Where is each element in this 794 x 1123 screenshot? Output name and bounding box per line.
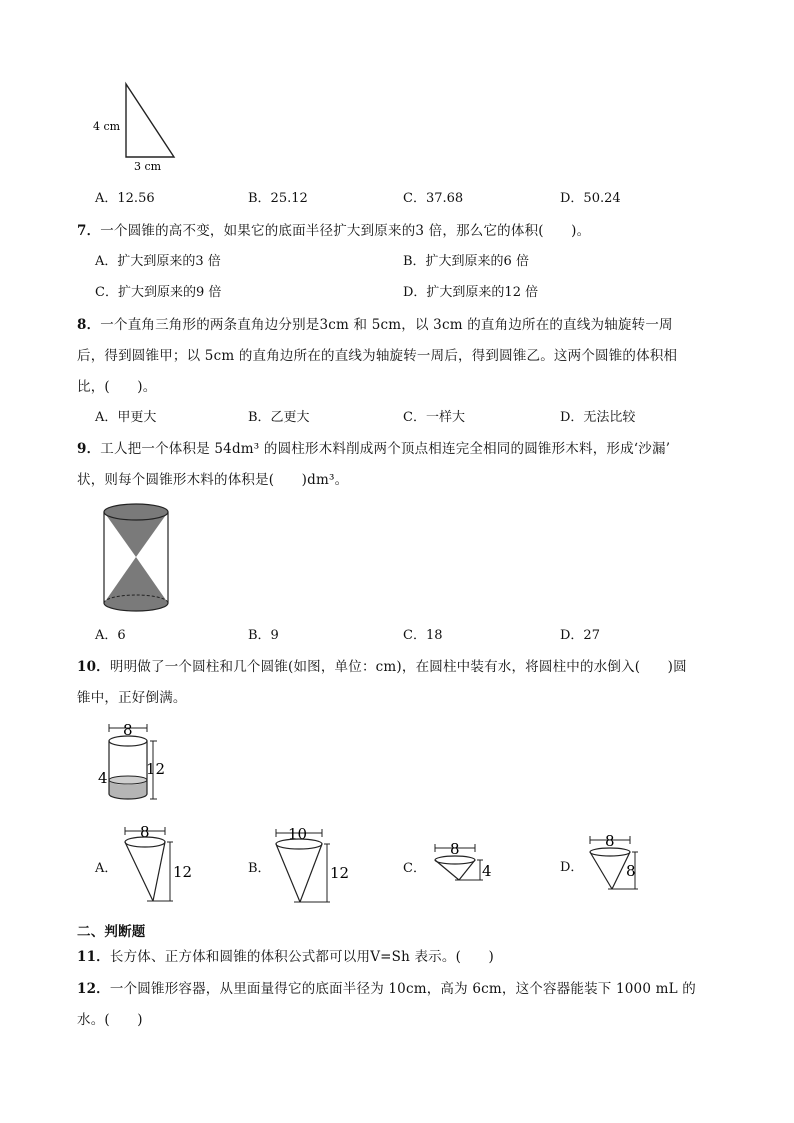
q7-option-c[interactable]: C．扩大到原来的9 倍: [95, 285, 222, 300]
q8-option-d[interactable]: D．无法比较: [560, 410, 636, 425]
svg-text:8: 8: [626, 862, 636, 880]
q7-option-d[interactable]: D．扩大到原来的12 倍: [403, 285, 539, 300]
height-label: 4 cm: [93, 120, 121, 133]
q6-option-c[interactable]: C．37.68: [403, 191, 464, 206]
question-9: [77, 437, 670, 457]
q9-option-d[interactable]: D．27: [560, 628, 600, 643]
question-number: 9．: [77, 441, 101, 457]
question-7: [77, 219, 590, 239]
cone-a-figure: [117, 823, 197, 907]
cone-c-figure: [431, 840, 501, 890]
option-letter: A．: [95, 861, 118, 876]
q7-option-a[interactable]: A．扩大到原来的3 倍: [95, 254, 221, 269]
question-12: [77, 977, 696, 997]
option-letter: C．: [403, 861, 426, 876]
question-text-line-1: 明明做了一个圆柱和几个圆锥(如图，单位：cm)，在圆柱中装有水，将圆柱中的水倒入( )圆: [109, 659, 687, 675]
q6-option-d[interactable]: D．50.24: [560, 191, 621, 206]
question-text: 长方体、正方体和圆锥的体积公式都可以用V=Sh 表示。( ): [109, 949, 494, 965]
question-text-line-1: 一个圆锥形容器，从里面量得它的底面半径为 10cm，高为 6cm，这个容器能装下 1000 mL 的: [109, 981, 696, 997]
question-10: [77, 655, 687, 675]
question-number: 10．: [77, 659, 110, 675]
question-number: 11．: [77, 949, 110, 965]
hourglass-cylinder-figure: [96, 500, 180, 618]
svg-text:8: 8: [450, 840, 460, 858]
question-text-line-2: 后，得到圆锥甲；以 5cm 的直角边所在的直线为轴旋转一周后，得到圆锥乙。这两个圆锥的体积相: [77, 348, 678, 364]
q8-option-b[interactable]: B．乙更大: [248, 410, 310, 425]
question-text-line-1: 一个直角三角形的两条直角边分别是3cm 和 5cm，以 3cm 的直角边所在的直线为轴旋转一周: [100, 317, 673, 333]
option-letter: D．: [560, 860, 584, 875]
q8-option-c[interactable]: C．一样大: [403, 410, 465, 425]
q6-option-b[interactable]: B．25.12: [248, 191, 308, 206]
water-height-label: 4: [98, 769, 108, 787]
question-8: [77, 313, 673, 333]
question-number: 8．: [77, 317, 101, 333]
q10-option-c[interactable]: [403, 840, 513, 890]
option-letter: B．: [248, 861, 271, 876]
svg-text:12: 12: [330, 864, 350, 882]
section-title: 二、判断题: [77, 924, 146, 940]
svg-text:12: 12: [173, 863, 193, 881]
question-text-line-2: 锥中，正好倒满。: [77, 690, 187, 706]
question-text-line-3: 比，( )。: [77, 379, 157, 395]
q7-option-b[interactable]: B．扩大到原来的6 倍: [403, 254, 529, 269]
top-ellipse: [104, 504, 168, 520]
bottom-cone-shape: [104, 557, 168, 603]
q10-option-b[interactable]: [248, 823, 358, 907]
right-triangle-figure: [90, 78, 190, 178]
question-text-line-2: 水。( ): [77, 1012, 143, 1028]
q8-option-a[interactable]: A．甲更大: [95, 410, 157, 425]
svg-text:8: 8: [140, 823, 150, 841]
q6-option-a[interactable]: A．12.56: [95, 191, 155, 206]
question-number: 7．: [77, 223, 101, 239]
bottom-ellipse-front: [104, 603, 168, 611]
cone-d-figure: [586, 832, 656, 896]
question-text: 一个圆锥的高不变，如果它的底面半径扩大到原来的3 倍，那么它的体积( )。: [100, 223, 591, 239]
question-11: [77, 945, 494, 965]
q10-option-d[interactable]: [560, 832, 670, 896]
q9-option-a[interactable]: A．6: [95, 628, 126, 643]
question-text-line-2: 状，则每个圆锥形木料的体积是( )dm³。: [77, 472, 349, 488]
question-text-line-1: 工人把一个体积是 54dm³ 的圆柱形木料削成两个顶点相连完全相同的圆锥形木料，形成‘沙漏’: [100, 441, 671, 457]
svg-text:8: 8: [605, 832, 615, 850]
base-label: 3 cm: [134, 160, 162, 173]
triangle-shape: [126, 84, 174, 157]
question-number: 12．: [77, 981, 110, 997]
cylinder-diameter-label: 8: [123, 722, 133, 739]
cylinder-height-label: 12: [146, 760, 166, 778]
q9-option-b[interactable]: B．9: [248, 628, 279, 643]
water-cylinder-figure: [92, 722, 182, 806]
svg-text:4: 4: [482, 862, 492, 880]
cone-b-figure: [272, 823, 358, 907]
svg-text:10: 10: [288, 825, 308, 843]
q10-option-a[interactable]: [95, 823, 205, 907]
q9-option-c[interactable]: C．18: [403, 628, 443, 643]
water-surface: [109, 776, 147, 784]
